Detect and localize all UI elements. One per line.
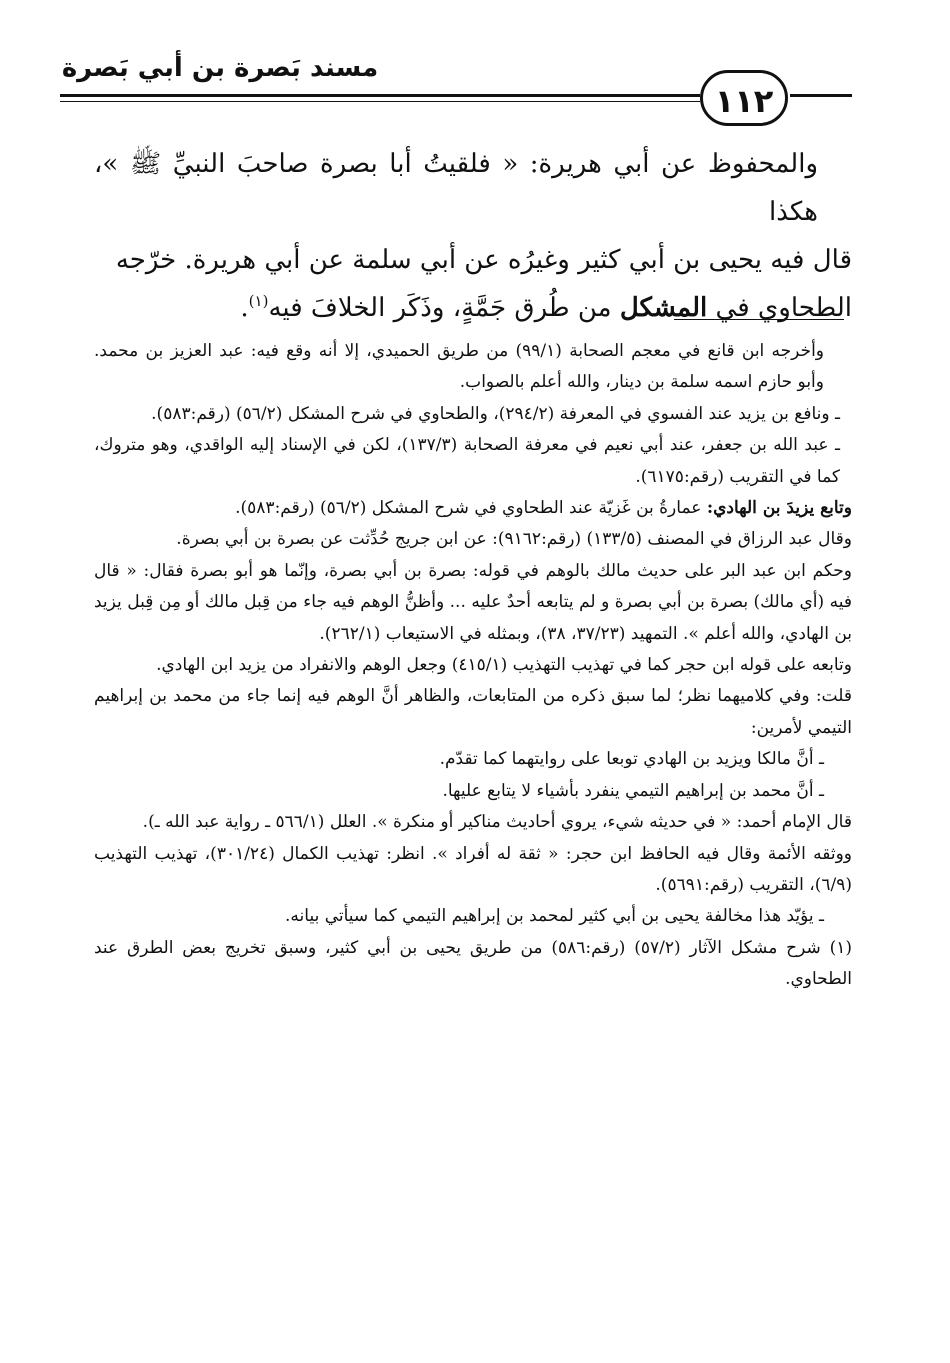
- note-paragraph: [94, 493, 852, 524]
- footnote-1: (١) شرح مشكل الآثار (٥٧/٢) (رقم:٥٨٦) من طريق يحيى بن أبي كثير، وسبق تخريج بعض الطرق عند الطحاوي.: [94, 937, 852, 990]
- note-paragraph: ـ أنَّ محمد بن إبراهيم التيمي ينفرد بأشياء لا يتابع عليها.: [442, 780, 824, 801]
- main-line-3: [94, 284, 852, 332]
- note-paragraph: ووثقه الأئمة وقال فيه الحافظ ابن حجر: « ثقة له أفراد ». انظر: تهذيب الكمال (٣٠١/٢٤)، تهذيب التهذيب (٦/٩)، التقريب (رقم:٥٦٩١).: [94, 843, 853, 895]
- note-paragraph: ـ عبد الله بن جعفر، عند أبي نعيم في معرفة الصحابة (١٣٧/٣)، لكن في الإسناد إليه الواقدي، وهو متروك، كما في التقريب (رقم:٦١٧٥).: [94, 435, 840, 487]
- main-text: [94, 140, 852, 332]
- header-rule-thick: [60, 94, 700, 97]
- note-paragraph: ـ ونافع بن يزيد عند الفسوي في المعرفة (٢٩٤/٢)، والطحاوي في شرح المشكل (٥٦/٢) (رقم:٥٨٣).: [151, 403, 840, 424]
- main-line-3-middle: من طُرق جَمَّةٍ، وذَكَر الخلافَ فيه: [268, 293, 612, 323]
- note-paragraph: وتابعه على قوله ابن حجر كما في تهذيب التهذيب (٤١٥/١) وجعل الوهم والانفراد من يزيد ابن الهادي.: [156, 655, 852, 676]
- header-rule-thin: [60, 101, 700, 102]
- note-paragraph: وأخرجه ابن قانع في معجم الصحابة (٩٩/١) من طريق الحميدي، إلا أنه وقع فيه: عبد العزيز بن محمد. وأبو حازم اسمه سلمة بن دينار، والله أعلم بالصواب.: [94, 341, 824, 393]
- footnote-separator: [674, 319, 844, 320]
- note-paragraph: قلت: وفي كلاميهما نظر؛ لما سبق ذكره من المتابعات، والظاهر أنَّ الوهم فيه إنما جاء من محمد بن إبراهيم التيمي لأمرين:: [94, 686, 852, 738]
- note-text: عمارةُ بن غَزيّة عند الطحاوي في شرح المشكل (٥٦/٢) (رقم:٥٨٣).: [235, 498, 702, 519]
- book-title-mushkil: المشكل: [619, 293, 708, 323]
- main-line-2: قال فيه يحيى بن أبي كثير وغيرُه عن أبي سلمة عن أبي هريرة. خرّجه: [115, 245, 852, 275]
- note-paragraph: وحكم ابن عبد البر على حديث مالك بالوهم في قوله: بصرة بن أبي بصرة، وإنّما هو أبو بصرة فقال: « قال فيه (أي مالك) بصرة بن أبي بصرة و لم يتابعه أحدٌ عليه ... وأظنُّ الوهم فيه جاء من قِبل مالك أو مِن قِبل يزيد بن الهادي، والله أعلم ». التمهيد (٣٧/٢٣، ٣٨)، وبمثله في الاستيعاب (٢٦٢/١).: [94, 560, 852, 644]
- note-paragraph: ـ يؤيّد هذا مخالفة يحيى بن أبي كثير لمحمد بن إبراهيم التيمي كما سيأتي بيانه.: [285, 906, 824, 927]
- page-number-badge: ١١٢: [700, 70, 788, 126]
- footnotes: [94, 336, 852, 996]
- note-paragraph: ـ أنَّ مالكا ويزيد بن الهادي توبعا على روايتهما كما تقدّم.: [439, 749, 824, 770]
- running-header-title: مسند بَصرة بن أبي بَصرة: [61, 53, 379, 83]
- note-paragraph: وقال عبد الرزاق في المصنف (١٣٣/٥) (رقم:٩١٦٢): عن ابن جريج حُدِّثت عن بصرة بن أبي بصرة.: [176, 529, 852, 550]
- header-rule-right: [790, 94, 852, 97]
- main-line-3-end: .: [240, 293, 249, 323]
- footnote-ref-1[interactable]: (١): [248, 292, 269, 310]
- main-line-3-start: الطحاوي في: [715, 293, 852, 323]
- note-paragraph: قال الإمام أحمد: « في حديثه شيء، يروي أحاديث مناكير أو منكرة ». العلل (٥٦٦/١ ـ رواية عبد الله ـ).: [142, 812, 852, 833]
- main-line-1: والمحفوظ عن أبي هريرة: « فلقيتُ أبا بصرة صاحبَ النبيِّ ﷺ »، هكذا: [94, 149, 818, 227]
- note-bold-lead: وتابع يزيدَ بن الهادي:: [706, 498, 852, 519]
